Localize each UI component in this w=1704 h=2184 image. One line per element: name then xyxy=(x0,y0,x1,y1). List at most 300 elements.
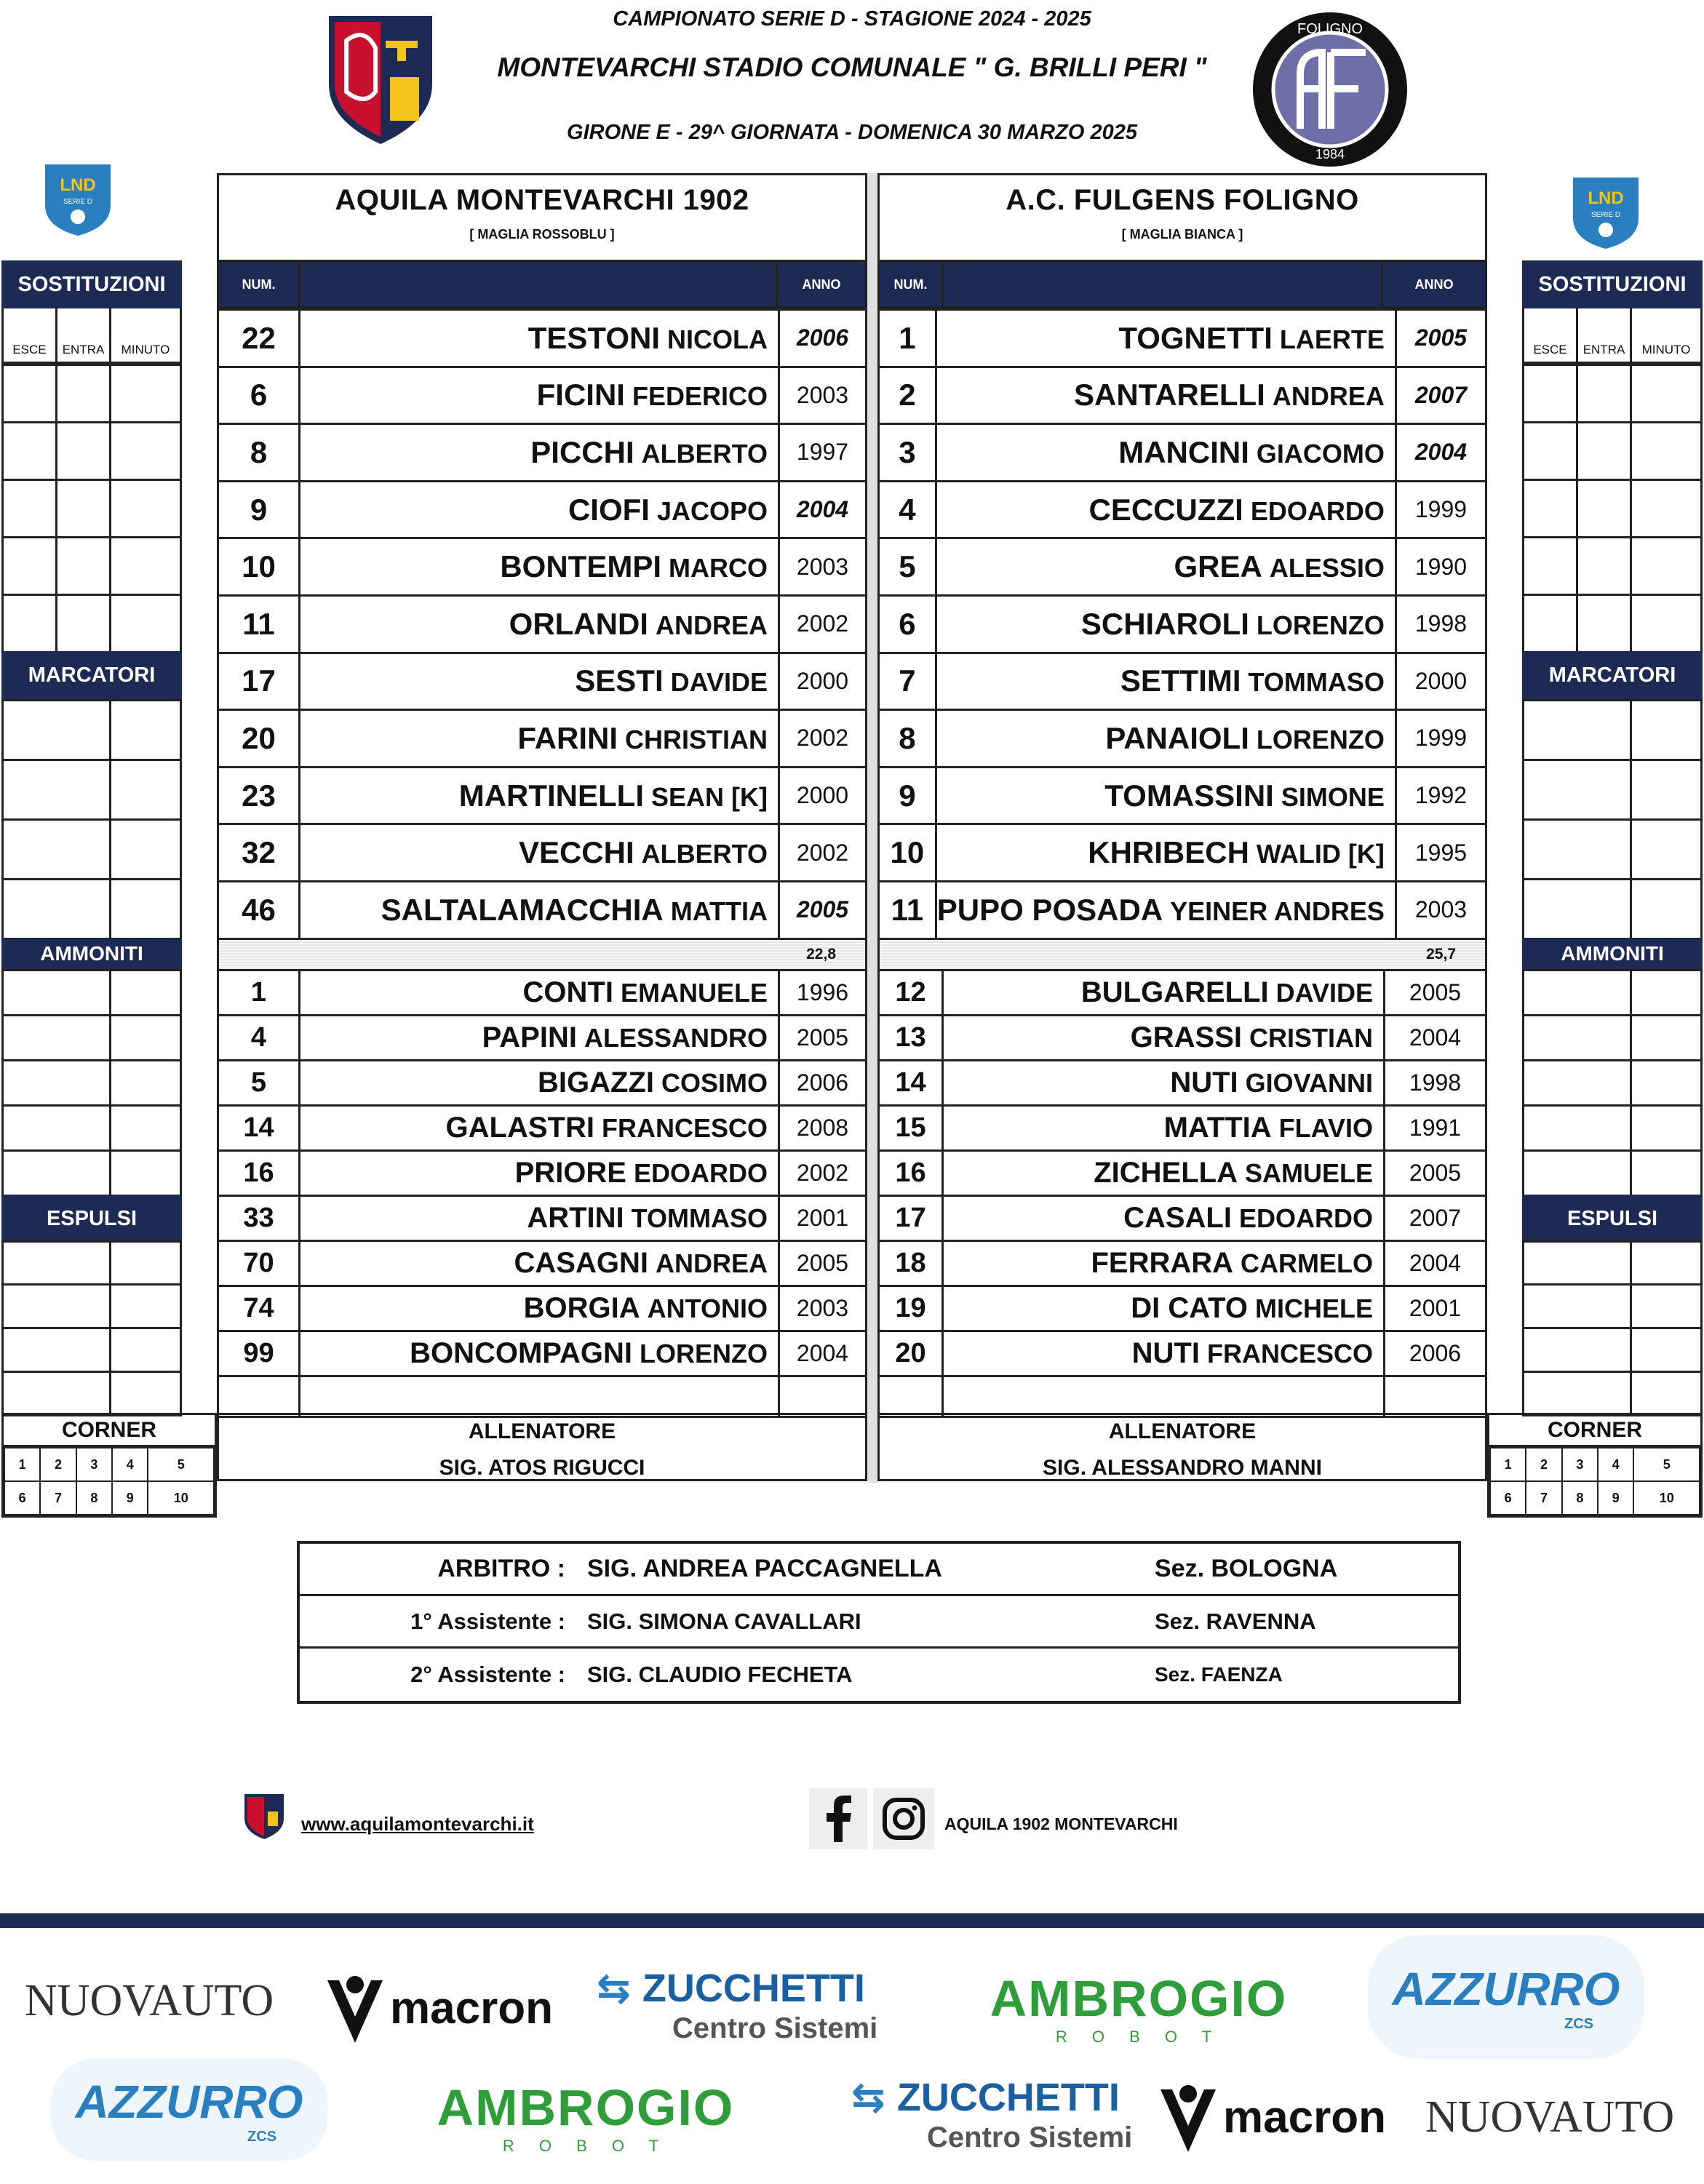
entry-cell[interactable] xyxy=(111,1106,181,1151)
home-coach-name: SIG. ATOS RIGUCCI xyxy=(439,1456,645,1480)
player-first-name: DAVIDE xyxy=(670,667,768,698)
entry-cell[interactable] xyxy=(111,365,181,423)
entry-cell[interactable] xyxy=(111,760,181,820)
player-first-name: SAMUELE xyxy=(1244,1158,1373,1188)
entry-cell[interactable] xyxy=(1631,1241,1702,1285)
player-number: 12 xyxy=(879,971,943,1016)
macron-text: macron xyxy=(1223,2092,1386,2143)
corner-cell[interactable]: 3 xyxy=(76,1448,112,1481)
entry-cell[interactable] xyxy=(1524,538,1577,595)
entry-cell[interactable] xyxy=(1631,1372,1702,1416)
entry-row xyxy=(3,480,181,538)
player-number: 32 xyxy=(218,824,300,882)
entry-cell[interactable] xyxy=(1631,595,1702,653)
entry-row xyxy=(1524,701,1702,760)
entry-row xyxy=(1524,1016,1702,1061)
corner-cell[interactable]: 10 xyxy=(148,1481,214,1515)
player-name xyxy=(936,595,1396,653)
entry-cell[interactable] xyxy=(1631,1061,1702,1106)
entry-cell[interactable] xyxy=(1524,595,1577,653)
entry-cell[interactable] xyxy=(1524,365,1577,423)
entry-cell[interactable] xyxy=(111,595,181,653)
entry-cell[interactable] xyxy=(3,1328,111,1372)
entry-cell[interactable] xyxy=(111,480,181,538)
player-first-name: LORENZO xyxy=(1256,724,1385,754)
official-section: Sez. RAVENNA xyxy=(1155,1608,1316,1634)
player-number: 3 xyxy=(879,424,936,482)
player-number: 1 xyxy=(218,971,300,1016)
player-first-name: GIOVANNI xyxy=(1245,1068,1373,1098)
player-name xyxy=(300,1151,779,1196)
left-marcatori-title: MARCATORI xyxy=(1,651,182,699)
entry-row xyxy=(3,820,181,880)
entry-cell[interactable] xyxy=(57,423,111,480)
entry-row xyxy=(3,538,181,595)
corner-cell[interactable]: 6 xyxy=(1490,1481,1526,1515)
entry-cell[interactable] xyxy=(111,423,181,480)
corner-cell[interactable]: 1 xyxy=(4,1448,40,1481)
official-row xyxy=(300,1649,1458,1701)
player-row xyxy=(218,310,867,367)
player-first-name: LAERTE xyxy=(1279,324,1385,354)
entry-cell[interactable] xyxy=(1631,1106,1702,1151)
entry-cell[interactable] xyxy=(1577,595,1631,653)
player-first-name: ALESSIO xyxy=(1269,553,1385,583)
macron-text: macron xyxy=(390,1982,553,2033)
entry-cell[interactable] xyxy=(3,365,57,423)
entry-cell[interactable] xyxy=(3,480,57,538)
player-first-name: LORENZO xyxy=(1256,610,1385,640)
player-name xyxy=(300,881,779,938)
corner-cell[interactable]: 6 xyxy=(4,1481,40,1515)
entry-cell[interactable] xyxy=(1631,701,1702,760)
entry-cell[interactable] xyxy=(3,1061,111,1106)
entry-cell[interactable] xyxy=(3,538,57,595)
player-name xyxy=(300,595,779,653)
entry-cell[interactable] xyxy=(1524,1328,1631,1372)
entry-cell[interactable] xyxy=(1524,1016,1631,1061)
entry-cell[interactable] xyxy=(111,1061,181,1106)
entry-cell[interactable] xyxy=(57,365,111,423)
entry-cell[interactable] xyxy=(111,538,181,595)
player-first-name: CRISTIAN xyxy=(1249,1023,1373,1053)
player-first-name: ALBERTO xyxy=(641,438,768,469)
sponsor-macron-2 xyxy=(1150,2073,1397,2161)
facebook-icon[interactable] xyxy=(809,1788,867,1849)
player-year: 1998 xyxy=(1396,595,1486,653)
corner-cell[interactable]: 10 xyxy=(1633,1481,1700,1515)
home-starters-table xyxy=(217,308,867,940)
entry-cell[interactable] xyxy=(3,595,57,653)
player-name xyxy=(300,1196,779,1241)
entry-cell[interactable] xyxy=(1577,538,1631,595)
entry-cell[interactable] xyxy=(3,820,111,880)
corner-cell[interactable]: 2 xyxy=(1526,1448,1561,1481)
entry-cell[interactable] xyxy=(111,1285,181,1328)
entry-cell[interactable] xyxy=(1631,880,1702,939)
player-row xyxy=(218,1106,867,1151)
entry-cell[interactable] xyxy=(1524,1106,1631,1151)
entry-cell[interactable] xyxy=(3,1151,111,1196)
player-row xyxy=(879,1286,1486,1331)
corner-cell[interactable]: 8 xyxy=(1562,1481,1598,1515)
entry-cell[interactable] xyxy=(1524,480,1577,538)
official-row xyxy=(300,1596,1458,1649)
sponsor-macron xyxy=(313,1964,568,2052)
corner-cell[interactable]: 7 xyxy=(40,1481,76,1515)
entry-row xyxy=(3,365,181,423)
player-surname: BIGAZZI xyxy=(538,1067,654,1099)
entry-row xyxy=(3,971,181,1016)
player-first-name: WALID [K] xyxy=(1256,839,1385,869)
entry-row xyxy=(3,1241,181,1285)
entry-cell[interactable] xyxy=(1631,423,1702,480)
empty-row xyxy=(218,1376,867,1417)
player-first-name: EDOARDO xyxy=(1238,1203,1373,1233)
player-surname: PRIORE xyxy=(514,1157,626,1189)
player-first-name: NICOLA xyxy=(667,324,768,354)
player-year: 2004 xyxy=(1385,1241,1486,1286)
corner-cell[interactable]: 7 xyxy=(1526,1481,1561,1515)
home-avg-age-bar xyxy=(217,940,867,969)
entry-row xyxy=(1524,1372,1702,1416)
player-row xyxy=(218,1286,867,1331)
entry-cell[interactable] xyxy=(1631,538,1702,595)
entry-cell[interactable] xyxy=(3,1372,111,1416)
player-row xyxy=(879,881,1486,938)
player-year: 1991 xyxy=(1385,1106,1486,1151)
left-scorers-grid xyxy=(1,699,182,940)
player-surname: MANCINI xyxy=(1118,434,1249,469)
player-first-name: EDOARDO xyxy=(633,1158,768,1188)
website-link[interactable]: www.aquilamontevarchi.it xyxy=(301,1813,534,1835)
instagram-icon[interactable] xyxy=(873,1788,934,1849)
player-row xyxy=(218,538,867,596)
entry-cell[interactable] xyxy=(3,760,111,820)
entry-cell[interactable] xyxy=(57,595,111,653)
player-first-name: SIMONE xyxy=(1281,781,1385,812)
home-coach-title: ALLENATORE xyxy=(468,1419,616,1443)
player-surname: ORLANDI xyxy=(509,606,648,641)
player-row xyxy=(879,1151,1486,1196)
entry-row xyxy=(3,1151,181,1196)
player-number: 16 xyxy=(218,1151,300,1196)
left-sostituzioni-title: SOSTITUZIONI xyxy=(1,260,182,308)
player-name xyxy=(936,710,1396,768)
entry-cell[interactable] xyxy=(1631,820,1702,880)
svg-text:FOLIGNO: FOLIGNO xyxy=(1297,21,1363,37)
player-year: 2001 xyxy=(1385,1286,1486,1331)
player-name xyxy=(936,367,1396,424)
player-surname: BULGARELLI xyxy=(1080,976,1269,1008)
foligno-crest-icon xyxy=(1249,9,1411,170)
entry-cell[interactable] xyxy=(3,423,57,480)
away-starters-table xyxy=(877,308,1487,940)
player-number: 10 xyxy=(879,824,936,882)
sponsor-nuovauto: NUOVAUTO xyxy=(24,1975,274,2025)
official-role: ARBITRO : xyxy=(437,1555,565,1582)
right-subs-grid xyxy=(1522,364,1703,653)
right-sub-labels xyxy=(1522,308,1703,364)
entry-cell[interactable] xyxy=(57,480,111,538)
player-name xyxy=(300,767,779,824)
right-marcatori-title: MARCATORI xyxy=(1522,651,1703,699)
entra-label: ENTRA xyxy=(57,308,111,362)
entry-cell[interactable] xyxy=(111,1241,181,1285)
entry-cell[interactable] xyxy=(3,701,111,760)
entry-cell[interactable] xyxy=(1577,423,1631,480)
right-corner-box xyxy=(1487,1413,1703,1518)
player-row xyxy=(879,1061,1486,1106)
corner-cell[interactable]: 5 xyxy=(148,1448,214,1481)
championship-title: CAMPIONATO SERIE D - STAGIONE 2024 - 2025 xyxy=(613,7,1091,31)
corner-cell[interactable]: 1 xyxy=(1490,1448,1526,1481)
entry-row xyxy=(3,1285,181,1328)
player-year: 2000 xyxy=(779,767,867,824)
player-first-name: SEAN [K] xyxy=(651,781,768,812)
entry-cell[interactable] xyxy=(1577,480,1631,538)
player-name xyxy=(300,367,779,424)
player-name xyxy=(936,824,1396,882)
player-first-name: ANDREA xyxy=(655,1248,768,1278)
left-subs-grid xyxy=(1,364,182,653)
player-year: 2005 xyxy=(779,1241,867,1286)
entry-cell[interactable] xyxy=(3,1285,111,1328)
entry-cell[interactable] xyxy=(3,1016,111,1061)
player-year: 2005 xyxy=(1396,310,1486,367)
player-first-name: YEINER ANDRES xyxy=(1170,896,1385,926)
entry-cell[interactable] xyxy=(1524,971,1631,1016)
official-role: 2° Assistente : xyxy=(410,1662,565,1687)
entry-cell[interactable] xyxy=(57,538,111,595)
anno-col-label: ANNO xyxy=(1414,276,1454,292)
num-col-label: NUM. xyxy=(880,263,944,306)
entry-cell[interactable] xyxy=(1524,1151,1631,1196)
entry-row xyxy=(1524,595,1702,653)
entry-cell[interactable] xyxy=(1577,365,1631,423)
player-first-name: CHRISTIAN xyxy=(625,724,768,754)
entry-cell[interactable] xyxy=(1631,1328,1702,1372)
entry-row xyxy=(1524,1285,1702,1328)
home-avg-age: 22,8 xyxy=(806,946,836,963)
entry-cell[interactable] xyxy=(111,1016,181,1061)
player-name xyxy=(936,538,1396,596)
corner-cell[interactable]: 2 xyxy=(40,1448,76,1481)
entry-cell[interactable] xyxy=(1524,880,1631,939)
player-year: 2004 xyxy=(1385,1016,1486,1061)
esce-label: ESCE xyxy=(4,308,57,362)
player-name xyxy=(300,824,779,882)
player-number: 9 xyxy=(218,481,300,538)
player-name xyxy=(943,1061,1385,1106)
player-surname: VECCHI xyxy=(518,835,634,870)
sponsor-nuovauto-2: NUOVAUTO xyxy=(1425,2092,1675,2142)
azzurro-sub: ZCS xyxy=(247,2128,276,2145)
player-surname: GREA xyxy=(1174,549,1262,584)
sponsor-ambrogio xyxy=(982,1964,1295,2052)
player-surname: GRASSI xyxy=(1130,1021,1242,1053)
lnd-logo-right-icon xyxy=(1570,175,1641,250)
sponsor-zucchetti-2 xyxy=(851,2066,1142,2161)
anno-col-label: ANNO xyxy=(802,276,841,292)
entry-cell[interactable] xyxy=(1631,1016,1702,1061)
officials-box xyxy=(297,1541,1461,1704)
player-first-name: EDOARDO xyxy=(1250,495,1385,526)
player-surname: PICCHI xyxy=(530,434,634,469)
player-row xyxy=(879,367,1486,424)
corner-cell[interactable]: 5 xyxy=(1633,1448,1700,1481)
away-coach-name: SIG. ALESSANDRO MANNI xyxy=(1043,1456,1322,1480)
player-number: 4 xyxy=(218,1016,300,1061)
entry-row xyxy=(1524,1106,1702,1151)
esce-label: ESCE xyxy=(1524,308,1578,362)
away-coach-title: ALLENATORE xyxy=(1108,1419,1257,1443)
entry-cell[interactable] xyxy=(1631,1285,1702,1328)
entry-cell[interactable] xyxy=(1524,760,1631,820)
player-surname: MATTIA xyxy=(1163,1112,1272,1144)
player-number: 4 xyxy=(879,481,936,538)
player-first-name: DAVIDE xyxy=(1275,978,1373,1008)
right-corner-title: CORNER xyxy=(1489,1415,1700,1447)
player-row xyxy=(218,1196,867,1241)
player-year: 2002 xyxy=(779,710,867,768)
entry-cell[interactable] xyxy=(1631,480,1702,538)
corner-cell[interactable]: 8 xyxy=(76,1481,112,1515)
minuto-label: MINUTO xyxy=(1641,343,1691,356)
entry-cell[interactable] xyxy=(3,880,111,939)
entry-cell[interactable] xyxy=(111,971,181,1016)
entry-cell[interactable] xyxy=(3,1106,111,1151)
player-row xyxy=(879,1016,1486,1061)
player-first-name: FLAVIO xyxy=(1278,1113,1373,1143)
player-number: 22 xyxy=(218,310,300,367)
player-year: 2002 xyxy=(779,1151,867,1196)
player-first-name: ANTONIO xyxy=(647,1294,768,1323)
player-number: 2 xyxy=(879,367,936,424)
right-corner-grid xyxy=(1489,1447,1700,1515)
official-name: SIG. CLAUDIO FECHETA xyxy=(587,1662,853,1687)
corner-cell[interactable]: 4 xyxy=(112,1448,148,1481)
entry-cell[interactable] xyxy=(1631,971,1702,1016)
player-surname: FARINI xyxy=(517,720,618,755)
home-team-header xyxy=(217,173,867,262)
sponsor-ambrogio-2 xyxy=(429,2073,742,2161)
player-row xyxy=(879,1241,1486,1286)
entry-row xyxy=(1524,820,1702,880)
player-year: 1997 xyxy=(779,424,867,482)
player-surname: CONTI xyxy=(522,976,613,1008)
player-row xyxy=(879,653,1486,710)
away-team-shirt: [ MAGLIA BIANCA ] xyxy=(1121,227,1243,242)
zucchetti-text: ZUCCHETTI xyxy=(896,2075,1120,2119)
entry-cell[interactable] xyxy=(1524,701,1631,760)
corner-cell[interactable]: 4 xyxy=(1598,1448,1633,1481)
entry-row xyxy=(3,760,181,820)
entry-cell[interactable] xyxy=(1524,1241,1631,1285)
player-number: 8 xyxy=(879,710,936,768)
player-number: 14 xyxy=(879,1061,943,1106)
player-number: 16 xyxy=(879,1151,943,1196)
entry-cell[interactable] xyxy=(3,971,111,1016)
player-surname: BONTEMPI xyxy=(500,549,662,584)
player-name xyxy=(300,481,779,538)
player-surname: ARTINI xyxy=(527,1202,624,1234)
entry-row xyxy=(3,880,181,939)
right-sostituzioni-title: SOSTITUZIONI xyxy=(1522,260,1703,308)
corner-cell[interactable]: 3 xyxy=(1562,1448,1598,1481)
entry-cell[interactable] xyxy=(1524,1061,1631,1106)
montevarchi-small-crest-icon xyxy=(243,1793,285,1841)
player-name xyxy=(943,1196,1385,1241)
entry-cell[interactable] xyxy=(111,820,181,880)
entry-cell[interactable] xyxy=(1631,365,1702,423)
player-row xyxy=(218,1241,867,1286)
official-section: Sez. FAENZA xyxy=(1155,1663,1283,1686)
player-name xyxy=(300,710,779,768)
player-surname: TOMASSINI xyxy=(1104,778,1274,813)
entry-cell[interactable] xyxy=(111,880,181,939)
player-year: 1992 xyxy=(1396,767,1486,824)
player-number: 33 xyxy=(218,1196,300,1241)
sponsor-azzurro xyxy=(1368,1935,1644,2059)
entry-cell[interactable] xyxy=(1524,1285,1631,1328)
away-bench-table xyxy=(877,969,1487,1418)
player-first-name: FRANCESCO xyxy=(601,1113,768,1143)
home-bench-table xyxy=(217,969,867,1418)
player-first-name: TOMMASO xyxy=(631,1203,768,1233)
corner-cell[interactable]: 9 xyxy=(1598,1481,1633,1515)
num-col-label: NUM. xyxy=(219,263,300,306)
player-number: 7 xyxy=(879,653,936,710)
player-year: 2003 xyxy=(779,538,867,596)
entry-row xyxy=(1524,538,1702,595)
player-name xyxy=(300,971,779,1016)
entry-cell[interactable] xyxy=(1524,820,1631,880)
entry-cell[interactable] xyxy=(111,1372,181,1416)
player-row xyxy=(218,1061,867,1106)
player-year: 2006 xyxy=(1385,1331,1486,1376)
entry-row xyxy=(3,595,181,653)
official-row xyxy=(300,1544,1458,1596)
player-year: 2006 xyxy=(779,310,867,367)
entry-cell[interactable] xyxy=(1524,423,1577,480)
player-number: 9 xyxy=(879,767,936,824)
entry-cell[interactable] xyxy=(111,701,181,760)
entry-cell[interactable] xyxy=(1524,1372,1631,1416)
corner-cell[interactable]: 9 xyxy=(112,1481,148,1515)
matchday-title: GIRONE E - 29^ GIORNATA - DOMENICA 30 MARZO 2025 xyxy=(567,121,1137,144)
entry-cell[interactable] xyxy=(111,1151,181,1196)
player-first-name: GIACOMO xyxy=(1256,438,1385,469)
player-number: 5 xyxy=(218,1061,300,1106)
player-surname: NUTI xyxy=(1170,1067,1238,1099)
entry-cell[interactable] xyxy=(1631,760,1702,820)
player-row xyxy=(218,881,867,938)
right-expulsions-grid xyxy=(1522,1240,1703,1416)
social-handle[interactable]: AQUILA 1902 MONTEVARCHI xyxy=(944,1814,1178,1833)
entry-cell[interactable] xyxy=(1631,1151,1702,1196)
entry-cell[interactable] xyxy=(111,1328,181,1372)
player-name xyxy=(300,424,779,482)
entry-row xyxy=(1524,880,1702,939)
player-surname: NUTI xyxy=(1131,1337,1200,1369)
official-name: SIG. SIMONA CAVALLARI xyxy=(587,1608,861,1634)
entry-row xyxy=(3,1016,181,1061)
official-name: SIG. ANDREA PACCAGNELLA xyxy=(587,1555,942,1582)
player-year: 2003 xyxy=(779,1286,867,1331)
entry-cell[interactable] xyxy=(3,1241,111,1285)
away-avg-age-bar xyxy=(877,940,1487,969)
